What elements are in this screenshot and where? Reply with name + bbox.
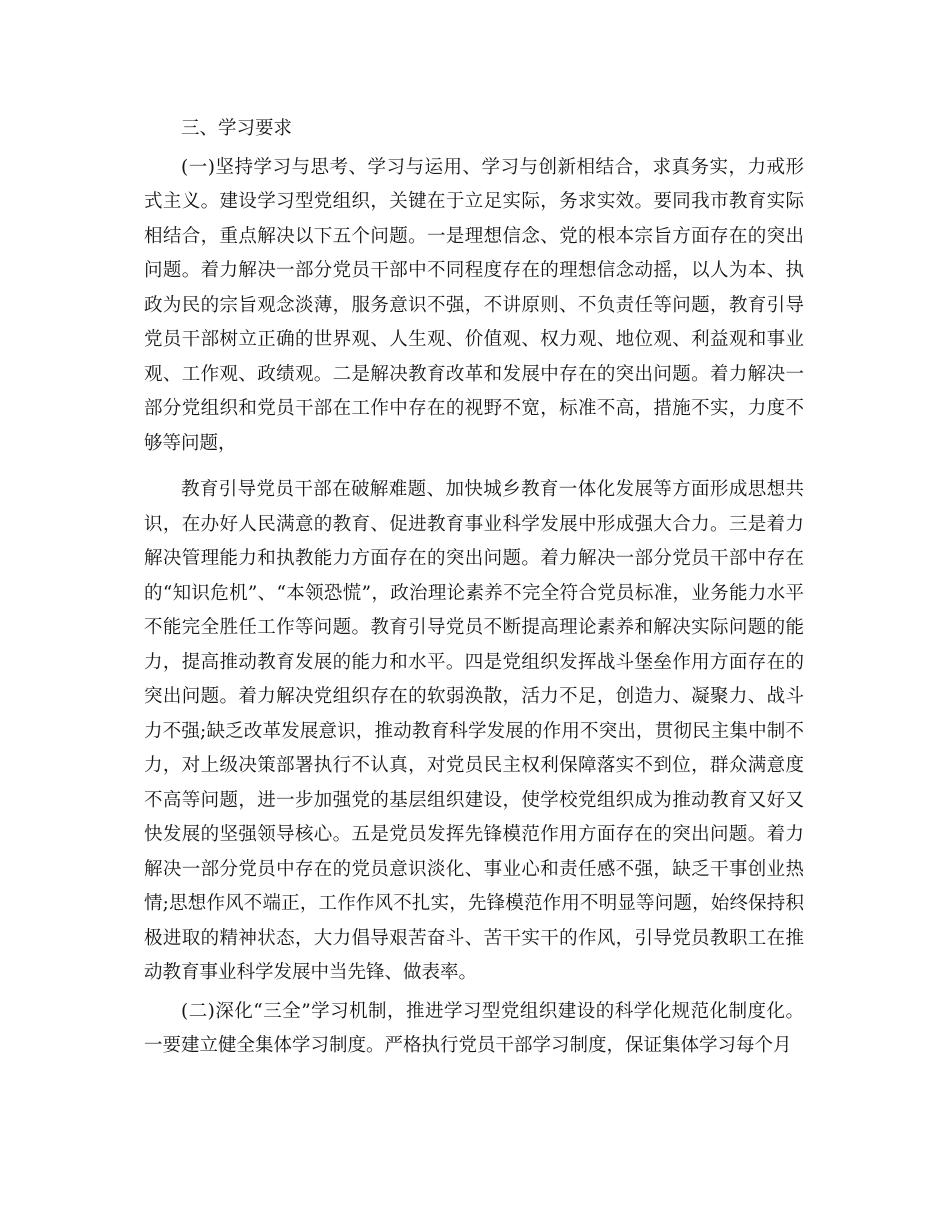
paragraph-2: 教育引导党员干部在破解难题、加快城乡教育一体化发展等方面形成思想共识，在办好人民满意的教育、促进教育事业科学发展中形成强大合力。三是着力解决管理能力和执教能力方面存在的突出问题。着力解决一部分党员干部中存在的“知识危机”、“本领恐慌”，政治理论素养不完全符合党员标准，业务能力水平不能完全胜任工作等问题。教育引导党员不断提高理论素养和解决实际问题的能力，提高推动教育发展的能力和水平。四是党组织发挥战斗堡垒作用方面存在的突出问题。着力解决党组织存在的软弱涣散，活力不足，创造力、凝聚力、战斗力不强;缺乏改革发展意识，推动教育科学发展的作用不突出，贯彻民主集中制不力，对上级决策部署执行不认真，对党员民主权利保障落实不到位，群众满意度不高等问题，进一步加强党的基层组织建设，使学校党组织成为推动教育又好又快发展的坚强领导核心。五是党员发挥先锋模范作用方面存在的突出问题。着力解决一部分党员中存在的党员意识淡化、事业心和责任感不强，缺乏干事创业热情;思想作风不端正，工作作风不扎实，先锋模范作用不明显等问题，始终保持积极进取的精神状态，大力倡导艰苦奋斗、苦干实干的作风，引导党员教职工在推动教育事业科学发展中当先锋、做表率。	[144, 479, 804, 983]
section-heading: 三、学习要求	[181, 118, 293, 139]
document-body	[144, 112, 804, 1064]
paragraph-1: (一)坚持学习与思考、学习与运用、学习与创新相结合，求真务实，力戒形式主义。建设学习型党组织，关键在于立足实际，务求实效。要同我市教育实际相结合，重点解决以下五个问题。一是理想信念、党的根本宗旨方面存在的突出问题。着力解决一部分党员干部中不同程度存在的理想信念动摇，以人为本、执政为民的宗旨观念淡薄，服务意识不强，不讲原则、不负责任等问题，教育引导党员干部树立正确的世界观、人生观、价值观、权力观、地位观、利益观和事业观、工作观、政绩观。二是解决教育改革和发展中存在的突出问题。着力解决一部分党组织和党员干部在工作中存在的视野不宽，标准不高，措施不实，力度不够等问题，	[144, 156, 804, 454]
paragraph-3: (二)深化“三全”学习机制，推进学习型党组织建设的科学化规范化制度化。一要建立健全集体学习制度。严格执行党员干部学习制度，保证集体学习每个月	[144, 1000, 804, 1056]
